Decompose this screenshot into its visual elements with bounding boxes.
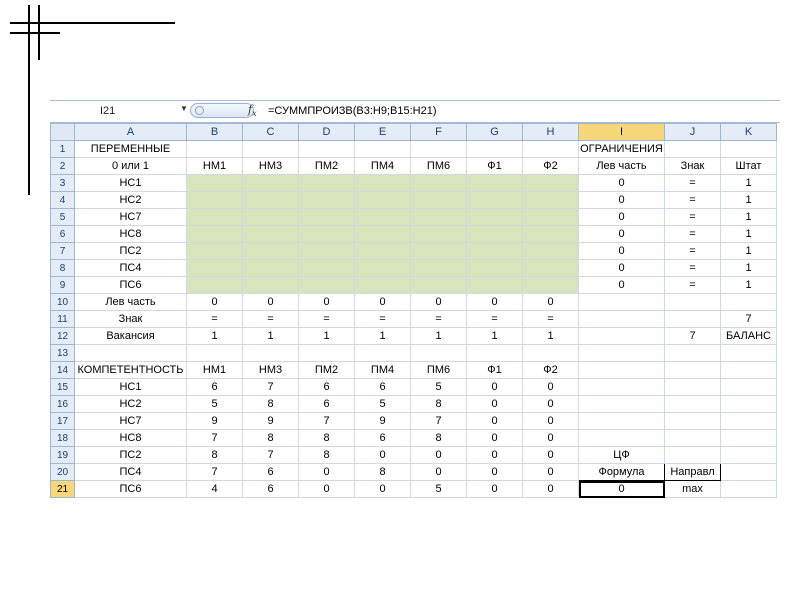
cell-c16[interactable]: 8 <box>243 396 299 413</box>
cell-e21[interactable]: 0 <box>355 481 411 498</box>
cell-h21[interactable]: 0 <box>523 481 579 498</box>
cell-h15[interactable]: 0 <box>523 379 579 396</box>
name-box[interactable]: I21 <box>100 105 116 117</box>
cell-d1[interactable] <box>299 141 355 158</box>
cell-a11[interactable]: Знак <box>75 311 187 328</box>
row-header[interactable]: 2 <box>51 158 75 175</box>
cell-k21[interactable] <box>721 481 777 498</box>
cell-d19[interactable]: 8 <box>299 447 355 464</box>
cell-g17[interactable]: 0 <box>467 413 523 430</box>
cell-i13[interactable] <box>579 345 665 362</box>
cell-g14[interactable]: Ф1 <box>467 362 523 379</box>
cell-f21[interactable]: 5 <box>411 481 467 498</box>
column-header-c[interactable]: C <box>243 124 299 141</box>
cell-e4[interactable] <box>355 192 411 209</box>
cell-f18[interactable]: 8 <box>411 430 467 447</box>
cell-g20[interactable]: 0 <box>467 464 523 481</box>
cell-a14[interactable]: КОМПЕТЕНТНОСТЬ <box>75 362 187 379</box>
row-header[interactable]: 16 <box>51 396 75 413</box>
cell-e5[interactable] <box>355 209 411 226</box>
cell-e7[interactable] <box>355 243 411 260</box>
cell-f2[interactable]: ПМ6 <box>411 158 467 175</box>
cell-d3[interactable] <box>299 175 355 192</box>
cell-c7[interactable] <box>243 243 299 260</box>
cell-j18[interactable] <box>665 430 721 447</box>
cell-i5[interactable]: 0 <box>579 209 665 226</box>
cell-j12[interactable]: 7 <box>665 328 721 345</box>
formula-bar-expand-control[interactable] <box>190 103 254 118</box>
cell-i3[interactable]: 0 <box>579 175 665 192</box>
cell-e15[interactable]: 6 <box>355 379 411 396</box>
fx-icon[interactable]: $f_x$ <box>248 103 257 119</box>
cell-g5[interactable] <box>467 209 523 226</box>
cell-h7[interactable] <box>523 243 579 260</box>
cell-g18[interactable]: 0 <box>467 430 523 447</box>
cell-i14[interactable] <box>579 362 665 379</box>
cell-e10[interactable]: 0 <box>355 294 411 311</box>
cell-j3[interactable]: = <box>665 175 721 192</box>
cell-f3[interactable] <box>411 175 467 192</box>
cell-h3[interactable] <box>523 175 579 192</box>
cell-b6[interactable] <box>187 226 243 243</box>
cell-i16[interactable] <box>579 396 665 413</box>
table-row <box>51 447 777 464</box>
cell-h16[interactable]: 0 <box>523 396 579 413</box>
cell-f17[interactable]: 7 <box>411 413 467 430</box>
column-header-row <box>51 124 777 141</box>
cell-f15[interactable]: 5 <box>411 379 467 396</box>
cell-c10[interactable]: 0 <box>243 294 299 311</box>
cell-h9[interactable] <box>523 277 579 294</box>
row-header[interactable]: 8 <box>51 260 75 277</box>
cell-j11[interactable] <box>665 311 721 328</box>
cell-f5[interactable] <box>411 209 467 226</box>
cell-g12[interactable]: 1 <box>467 328 523 345</box>
cell-e19[interactable]: 0 <box>355 447 411 464</box>
cell-g8[interactable] <box>467 260 523 277</box>
table-row <box>51 260 777 277</box>
cell-a18[interactable]: НС8 <box>75 430 187 447</box>
row-header[interactable]: 4 <box>51 192 75 209</box>
cell-c12[interactable]: 1 <box>243 328 299 345</box>
cell-g15[interactable]: 0 <box>467 379 523 396</box>
table-row <box>51 413 777 430</box>
column-header-d[interactable]: D <box>299 124 355 141</box>
column-header-e[interactable]: E <box>355 124 411 141</box>
cell-j10[interactable] <box>665 294 721 311</box>
cell-a5[interactable]: НС7 <box>75 209 187 226</box>
column-header-k[interactable]: K <box>721 124 777 141</box>
cell-f10[interactable]: 0 <box>411 294 467 311</box>
cell-i1[interactable]: ОГРАНИЧЕНИЯ <box>579 141 665 158</box>
cell-e16[interactable]: 5 <box>355 396 411 413</box>
cell-k10[interactable] <box>721 294 777 311</box>
cell-b21[interactable]: 4 <box>187 481 243 498</box>
cell-a17[interactable]: НС7 <box>75 413 187 430</box>
cell-i4[interactable]: 0 <box>579 192 665 209</box>
cell-f6[interactable] <box>411 226 467 243</box>
formula-bar <box>50 100 780 123</box>
cell-d12[interactable]: 1 <box>299 328 355 345</box>
cell-k6[interactable]: 1 <box>721 226 777 243</box>
cell-a2[interactable]: 0 или 1 <box>75 158 187 175</box>
cell-a10[interactable]: Лев часть <box>75 294 187 311</box>
cell-b11[interactable]: = <box>187 311 243 328</box>
cell-c9[interactable] <box>243 277 299 294</box>
cell-g4[interactable] <box>467 192 523 209</box>
table-row <box>51 243 777 260</box>
cell-c11[interactable]: = <box>243 311 299 328</box>
cell-b4[interactable] <box>187 192 243 209</box>
table-row <box>51 209 777 226</box>
cell-a3[interactable]: НС1 <box>75 175 187 192</box>
cell-f19[interactable]: 0 <box>411 447 467 464</box>
cell-j2[interactable]: Знак <box>665 158 721 175</box>
cell-a12[interactable]: Вакансия <box>75 328 187 345</box>
cell-a8[interactable]: ПС4 <box>75 260 187 277</box>
cell-h6[interactable] <box>523 226 579 243</box>
cell-e18[interactable]: 6 <box>355 430 411 447</box>
cell-i8[interactable]: 0 <box>579 260 665 277</box>
cell-f1[interactable] <box>411 141 467 158</box>
cell-j13[interactable] <box>665 345 721 362</box>
cell-e11[interactable]: = <box>355 311 411 328</box>
row-header[interactable]: 1 <box>51 141 75 158</box>
cell-k13[interactable] <box>721 345 777 362</box>
select-all-corner[interactable] <box>51 124 75 141</box>
cell-d5[interactable] <box>299 209 355 226</box>
cell-g21[interactable]: 0 <box>467 481 523 498</box>
cell-j14[interactable] <box>665 362 721 379</box>
row-header[interactable]: 15 <box>51 379 75 396</box>
cell-c3[interactable] <box>243 175 299 192</box>
column-header-a[interactable]: A <box>75 124 187 141</box>
cell-e3[interactable] <box>355 175 411 192</box>
cell-a7[interactable]: ПС2 <box>75 243 187 260</box>
cell-f16[interactable]: 8 <box>411 396 467 413</box>
table-row <box>51 396 777 413</box>
cell-c17[interactable]: 9 <box>243 413 299 430</box>
circle-icon <box>195 106 204 115</box>
cell-b17[interactable]: 9 <box>187 413 243 430</box>
cell-b3[interactable] <box>187 175 243 192</box>
cell-j7[interactable]: = <box>665 243 721 260</box>
cell-c15[interactable]: 7 <box>243 379 299 396</box>
cell-g6[interactable] <box>467 226 523 243</box>
cell-d4[interactable] <box>299 192 355 209</box>
cell-e14[interactable]: ПМ4 <box>355 362 411 379</box>
cell-e2[interactable]: ПМ4 <box>355 158 411 175</box>
cell-b14[interactable]: НМ1 <box>187 362 243 379</box>
cell-i12[interactable] <box>579 328 665 345</box>
cell-h17[interactable]: 0 <box>523 413 579 430</box>
cell-c13[interactable] <box>243 345 299 362</box>
table-row <box>51 481 777 498</box>
cell-b9[interactable] <box>187 277 243 294</box>
cell-a21[interactable]: ПС6 <box>75 481 187 498</box>
cell-d17[interactable]: 7 <box>299 413 355 430</box>
row-header[interactable]: 11 <box>51 311 75 328</box>
cell-b1[interactable] <box>187 141 243 158</box>
row-header[interactable]: 7 <box>51 243 75 260</box>
cell-i18[interactable] <box>579 430 665 447</box>
cell-d6[interactable] <box>299 226 355 243</box>
table-row <box>51 362 777 379</box>
cell-a4[interactable]: НС2 <box>75 192 187 209</box>
row-header[interactable]: 18 <box>51 430 75 447</box>
cell-h20[interactable]: 0 <box>523 464 579 481</box>
cell-j9[interactable]: = <box>665 277 721 294</box>
cell-k5[interactable]: 1 <box>721 209 777 226</box>
column-header-j[interactable]: J <box>665 124 721 141</box>
cell-c8[interactable] <box>243 260 299 277</box>
column-header-h[interactable]: H <box>523 124 579 141</box>
table-row <box>51 430 777 447</box>
cell-a19[interactable]: ПС2 <box>75 447 187 464</box>
cell-i15[interactable] <box>579 379 665 396</box>
cell-f8[interactable] <box>411 260 467 277</box>
cell-k15[interactable] <box>721 379 777 396</box>
cell-a20[interactable]: ПС4 <box>75 464 187 481</box>
cell-d15[interactable]: 6 <box>299 379 355 396</box>
row-header[interactable]: 5 <box>51 209 75 226</box>
table-row <box>51 328 777 345</box>
column-header-b[interactable]: B <box>187 124 243 141</box>
cell-i19[interactable]: ЦФ <box>579 447 665 464</box>
cell-e9[interactable] <box>355 277 411 294</box>
cell-j6[interactable]: = <box>665 226 721 243</box>
cell-b7[interactable] <box>187 243 243 260</box>
cell-e20[interactable]: 8 <box>355 464 411 481</box>
cell-e8[interactable] <box>355 260 411 277</box>
cell-j5[interactable]: = <box>665 209 721 226</box>
cell-k17[interactable] <box>721 413 777 430</box>
table-row <box>51 311 777 328</box>
row-header[interactable]: 20 <box>51 464 75 481</box>
row-header[interactable]: 12 <box>51 328 75 345</box>
cell-i21[interactable]: 0 <box>579 481 665 498</box>
cell-j1[interactable] <box>665 141 721 158</box>
cell-c2[interactable]: НМ3 <box>243 158 299 175</box>
table-row <box>51 175 777 192</box>
column-header-i[interactable]: I <box>579 124 665 141</box>
cell-b13[interactable] <box>187 345 243 362</box>
column-header-f[interactable]: F <box>411 124 467 141</box>
cell-a15[interactable]: НС1 <box>75 379 187 396</box>
row-header[interactable]: 21 <box>51 481 75 498</box>
cell-h2[interactable]: Ф2 <box>523 158 579 175</box>
cell-h18[interactable]: 0 <box>523 430 579 447</box>
cell-k20[interactable] <box>721 464 777 481</box>
cell-j16[interactable] <box>665 396 721 413</box>
cell-f20[interactable]: 0 <box>411 464 467 481</box>
cell-k4[interactable]: 1 <box>721 192 777 209</box>
table-row <box>51 345 777 362</box>
cell-b12[interactable]: 1 <box>187 328 243 345</box>
cell-e17[interactable]: 9 <box>355 413 411 430</box>
decorative-horizontal-line-1 <box>10 22 175 24</box>
cell-c18[interactable]: 8 <box>243 430 299 447</box>
cell-g7[interactable] <box>467 243 523 260</box>
cell-d16[interactable]: 6 <box>299 396 355 413</box>
cell-b20[interactable]: 7 <box>187 464 243 481</box>
cell-i6[interactable]: 0 <box>579 226 665 243</box>
spreadsheet <box>50 100 780 498</box>
cell-k18[interactable] <box>721 430 777 447</box>
cell-j21[interactable]: max <box>665 481 721 498</box>
cell-c6[interactable] <box>243 226 299 243</box>
cell-j20[interactable]: Направл <box>665 464 721 481</box>
cell-h12[interactable]: 1 <box>523 328 579 345</box>
cell-i7[interactable]: 0 <box>579 243 665 260</box>
cell-j4[interactable]: = <box>665 192 721 209</box>
cell-h10[interactable]: 0 <box>523 294 579 311</box>
cell-g11[interactable]: = <box>467 311 523 328</box>
cell-k14[interactable] <box>721 362 777 379</box>
cell-g1[interactable] <box>467 141 523 158</box>
row-header[interactable]: 17 <box>51 413 75 430</box>
cell-j15[interactable] <box>665 379 721 396</box>
cell-c19[interactable]: 7 <box>243 447 299 464</box>
table-row <box>51 158 777 175</box>
cell-k19[interactable] <box>721 447 777 464</box>
cell-j19[interactable] <box>665 447 721 464</box>
cell-f13[interactable] <box>411 345 467 362</box>
cell-e1[interactable] <box>355 141 411 158</box>
cell-i17[interactable] <box>579 413 665 430</box>
table-row <box>51 277 777 294</box>
cell-h4[interactable] <box>523 192 579 209</box>
cell-h5[interactable] <box>523 209 579 226</box>
row-header[interactable]: 19 <box>51 447 75 464</box>
cell-k16[interactable] <box>721 396 777 413</box>
cell-h11[interactable]: = <box>523 311 579 328</box>
cell-b16[interactable]: 5 <box>187 396 243 413</box>
cell-k1[interactable] <box>721 141 777 158</box>
cell-b19[interactable]: 8 <box>187 447 243 464</box>
cell-b2[interactable]: НМ1 <box>187 158 243 175</box>
cell-d7[interactable] <box>299 243 355 260</box>
cell-h14[interactable]: Ф2 <box>523 362 579 379</box>
cell-c14[interactable]: НМ3 <box>243 362 299 379</box>
cell-d14[interactable]: ПМ2 <box>299 362 355 379</box>
table-row <box>51 464 777 481</box>
table-row <box>51 379 777 396</box>
cell-b10[interactable]: 0 <box>187 294 243 311</box>
cell-a6[interactable]: НС8 <box>75 226 187 243</box>
formula-input[interactable]: =СУММПРОИЗВ(B3:H9;B15:H21) <box>268 105 437 117</box>
cell-c1[interactable] <box>243 141 299 158</box>
cell-i2[interactable]: Лев часть <box>579 158 665 175</box>
row-header[interactable]: 9 <box>51 277 75 294</box>
cell-g13[interactable] <box>467 345 523 362</box>
cell-f12[interactable]: 1 <box>411 328 467 345</box>
table-row <box>51 192 777 209</box>
cell-h13[interactable] <box>523 345 579 362</box>
cell-d9[interactable] <box>299 277 355 294</box>
cell-k3[interactable]: 1 <box>721 175 777 192</box>
cell-d10[interactable]: 0 <box>299 294 355 311</box>
table-row <box>51 294 777 311</box>
cell-g9[interactable] <box>467 277 523 294</box>
cell-a13[interactable] <box>75 345 187 362</box>
cell-f9[interactable] <box>411 277 467 294</box>
cell-grid <box>50 123 777 498</box>
cell-a1[interactable]: ПЕРЕМЕННЫЕ <box>75 141 187 158</box>
cell-g16[interactable]: 0 <box>467 396 523 413</box>
cell-k12[interactable]: БАЛАНС <box>721 328 777 345</box>
cell-e6[interactable] <box>355 226 411 243</box>
cell-g3[interactable] <box>467 175 523 192</box>
row-header[interactable]: 3 <box>51 175 75 192</box>
cell-b5[interactable] <box>187 209 243 226</box>
cell-d21[interactable]: 0 <box>299 481 355 498</box>
cell-b18[interactable]: 7 <box>187 430 243 447</box>
cell-d18[interactable]: 8 <box>299 430 355 447</box>
cell-a9[interactable]: ПС6 <box>75 277 187 294</box>
cell-e12[interactable]: 1 <box>355 328 411 345</box>
cell-g10[interactable]: 0 <box>467 294 523 311</box>
cell-f14[interactable]: ПМ6 <box>411 362 467 379</box>
cell-i20[interactable]: Формула <box>579 464 665 481</box>
cell-d11[interactable]: = <box>299 311 355 328</box>
column-header-g[interactable]: G <box>467 124 523 141</box>
cell-k7[interactable]: 1 <box>721 243 777 260</box>
cell-h19[interactable]: 0 <box>523 447 579 464</box>
cell-c5[interactable] <box>243 209 299 226</box>
cell-g19[interactable]: 0 <box>467 447 523 464</box>
row-header[interactable]: 14 <box>51 362 75 379</box>
cell-i10[interactable] <box>579 294 665 311</box>
row-header[interactable]: 10 <box>51 294 75 311</box>
cell-h8[interactable] <box>523 260 579 277</box>
cell-k9[interactable]: 1 <box>721 277 777 294</box>
cell-f4[interactable] <box>411 192 467 209</box>
cell-c4[interactable] <box>243 192 299 209</box>
cell-c20[interactable]: 6 <box>243 464 299 481</box>
cell-k11[interactable]: 7 <box>721 311 777 328</box>
cell-d20[interactable]: 0 <box>299 464 355 481</box>
cell-d13[interactable] <box>299 345 355 362</box>
cell-b8[interactable] <box>187 260 243 277</box>
cell-g2[interactable]: Ф1 <box>467 158 523 175</box>
cell-d2[interactable]: ПМ2 <box>299 158 355 175</box>
cell-b15[interactable]: 6 <box>187 379 243 396</box>
cell-i11[interactable] <box>579 311 665 328</box>
cell-f11[interactable]: = <box>411 311 467 328</box>
name-box-dropdown-icon[interactable]: ▼ <box>180 104 188 113</box>
cell-h1[interactable] <box>523 141 579 158</box>
decorative-horizontal-line-2 <box>10 32 60 34</box>
cell-j17[interactable] <box>665 413 721 430</box>
cell-k2[interactable]: Штат <box>721 158 777 175</box>
cell-d8[interactable] <box>299 260 355 277</box>
table-row <box>51 141 777 158</box>
cell-f7[interactable] <box>411 243 467 260</box>
cell-c21[interactable]: 6 <box>243 481 299 498</box>
cell-k8[interactable]: 1 <box>721 260 777 277</box>
table-row <box>51 226 777 243</box>
row-header[interactable]: 6 <box>51 226 75 243</box>
cell-i9[interactable]: 0 <box>579 277 665 294</box>
cell-e13[interactable] <box>355 345 411 362</box>
cell-j8[interactable]: = <box>665 260 721 277</box>
row-header[interactable]: 13 <box>51 345 75 362</box>
cell-a16[interactable]: НС2 <box>75 396 187 413</box>
